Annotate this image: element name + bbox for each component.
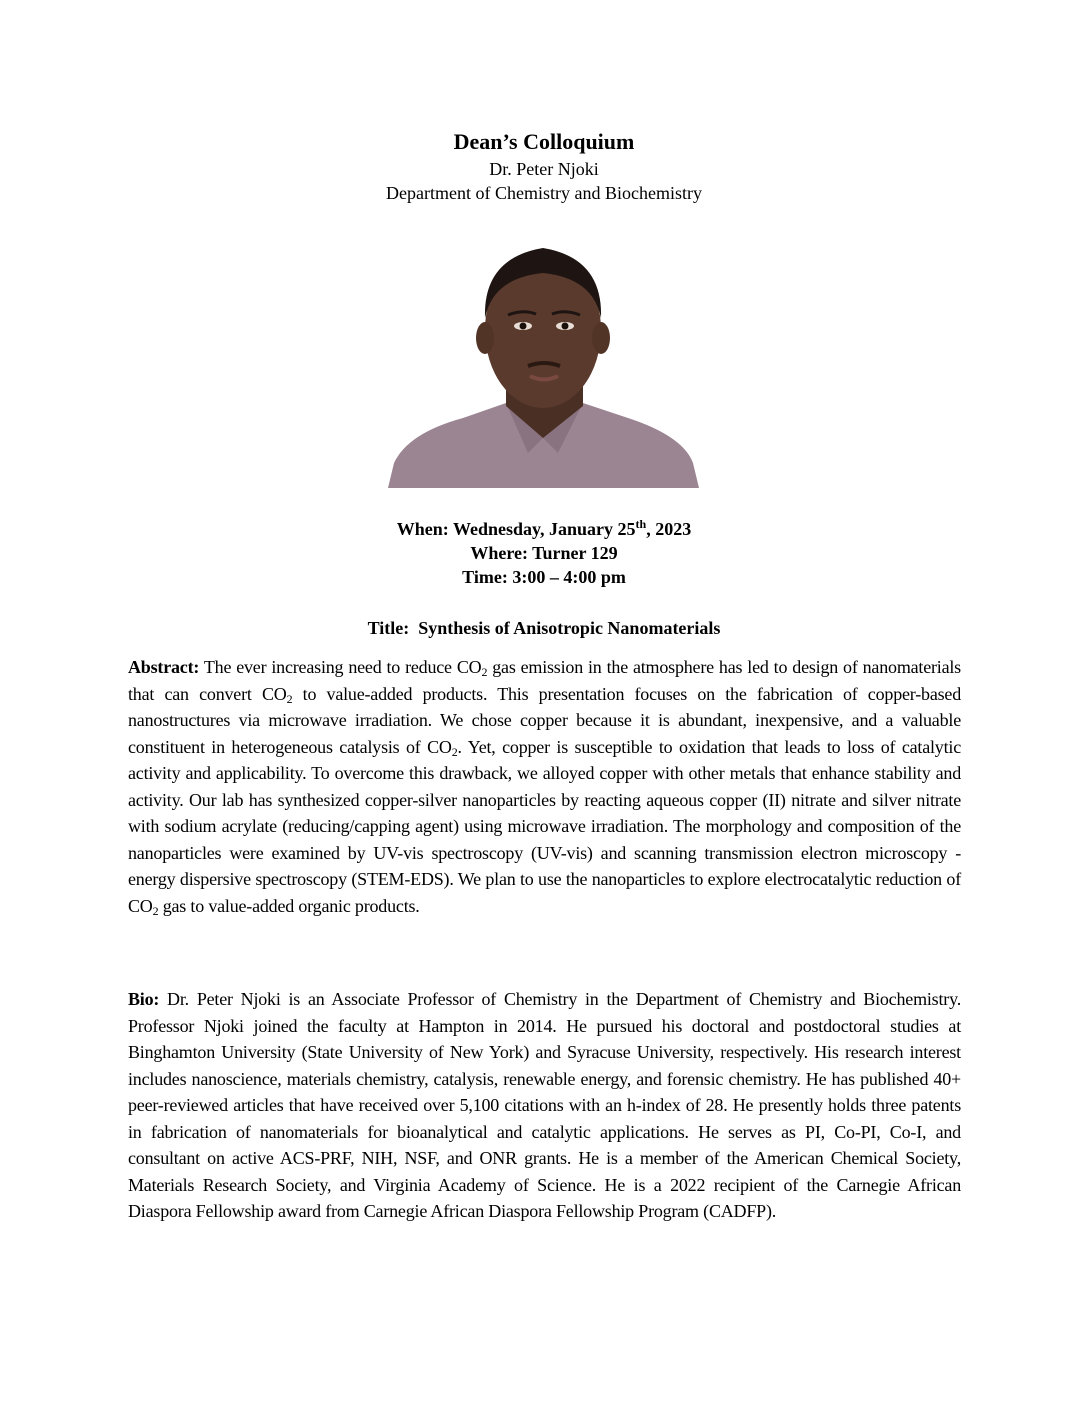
subscript: 2 (286, 691, 293, 706)
department: Department of Chemistry and Biochemistry (386, 183, 702, 203)
abstract-paragraph (128, 654, 961, 919)
when-label: When: (396, 519, 449, 539)
talk-title (0, 616, 1088, 640)
left-ear (476, 322, 494, 354)
when-year: , 2023 (646, 519, 692, 539)
where-label: Where: (470, 543, 528, 563)
subscript: 2 (481, 665, 488, 679)
event-time (0, 565, 1088, 589)
bio-label: Bio: (128, 989, 160, 1009)
bio-text: Dr. Peter Njoki is an Associate Professor of Chemistry in the Department of Chemistry and Biochemistry. Professor Njoki joined the faculty at Hampton in 2014. He pursued his doctoral and postdoctoral studies at Binghamton University (State University of New York) and Syracuse University, respectively. His research interest includes nanoscience, materials chemistry, catalysis, renewable energy, and forensic chemistry. He has published 40+ peer-reviewed articles that have received over 5,100 citations with an h-index of 28. He presently holds three patents in fabrication of nanomaterials for bioanalytical and catalytic applications. He serves as PI, Co-PI, Co-I, and consultant on active ACS-PRF, NIH, NSF, and ONR grants. He is a member of the American Chemical Society, Materials Research Society, and Virginia Academy of Science. He is a 2022 recipient of the Carnegie African Diaspora Fellowship award from Carnegie African Diaspora Fellowship Program (CADFP). (128, 989, 961, 1221)
abstract-text: . Yet, copper is susceptible to oxidation that leads to loss of catalytic activity and applicability. To overcome this drawback, we alloyed copper with other metals that enhance stability and activity. Our lab has synthesized copper-silver nanoparticles by reacting aqueous copper (II) nitrate and silver nitrate with sodium acrylate (reducing/capping agent) using microwave irradiation. The morphology and composition of the nanoparticles were examined by UV-vis spectroscopy (UV-vis) and scanning transmission electron microscopy - energy dispersive spectroscopy (STEM-EDS). We plan to use the nanoparticles to explore electrocatalytic reduction of CO (128, 736, 961, 916)
speaker-name: Dr. Peter Njoki (489, 159, 599, 179)
abstract-text: gas to value-added organic products. (158, 895, 420, 916)
abstract-label: Abstract: (128, 657, 200, 677)
time-label: Time: (462, 567, 508, 587)
where-value: Turner 129 (532, 543, 618, 563)
when-day: Wednesday, January 25 (452, 519, 636, 539)
time-value: 3:00 – 4:00 pm (512, 567, 626, 587)
abstract-text: The ever increasing need to reduce CO (199, 657, 482, 677)
title-label: Title: (367, 618, 410, 638)
title-value: Synthesis of Anisotropic Nanomaterials (418, 618, 721, 638)
speaker-photo (388, 238, 699, 488)
subscript: 2 (451, 744, 458, 759)
event-location (0, 541, 1088, 565)
event-date (0, 517, 1088, 541)
bio-paragraph (128, 986, 961, 1225)
subscript: 2 (152, 903, 159, 918)
when-ordinal: th (635, 517, 647, 531)
event-title: Dean’s Colloquium (453, 129, 635, 154)
abstract-text: to value-added products. This presentation focuses on the fabrication of copper-based nanostructures via microwave irradiation. We chose copper because it is abundant, inexpensive, and a valuable constituent in heterogeneous catalysis of CO (128, 683, 961, 757)
abstract-text: gas emission in the atmosphere has led to design of nanomaterials that can convert CO (128, 657, 961, 704)
right-ear (592, 322, 610, 354)
